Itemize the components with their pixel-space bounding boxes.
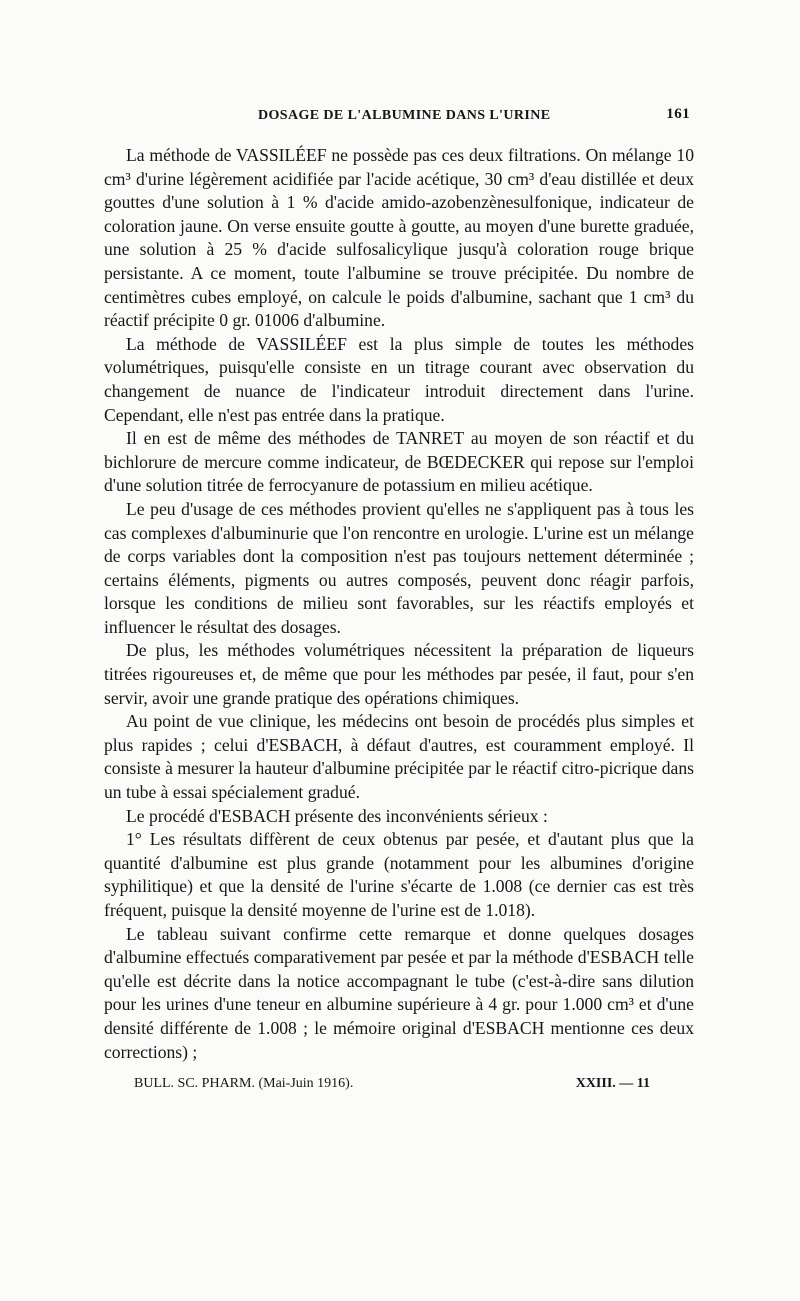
page-number: 161 bbox=[666, 106, 690, 122]
paragraph-limited-usage: Le peu d'usage de ces méthodes provient qu'elles ne s'appliquent pas à tous les cas complexes d'albuminurie que l'on rencontre en urologie. L'urine est un mélange de corps variables dont la composition n'est pas toujours nettement déterminée ; certains éléments, pigments ou autres composés, peuvent donc réagir parfois, lorsque les conditions de milieu sont favorables, sur les réactifs employés et influencer le résultat des dosages. bbox=[104, 498, 694, 637]
paragraph-vassileef-method: La méthode de VASSILÉEF ne possède pas ces deux filtrations. On mélange 10 cm³ d'urine légèrement acidifiée par l'acide acétique, 30 cm³ d'eau distillée et deux gouttes d'une solution à 1 % d'acide amido-azobenzènesulfonique, indicateur de coloration jaune. On verse ensuite goutte à goutte, au moyen d'une burette graduée, une solution à 25 % d'acide sulfosalicylique jusqu'à coloration rouge brique persistante. A ce moment, toute l'albumine se trouve précipitée. Du nombre de centimètres cubes employé, on calcule le poids d'albumine, sachant que 1 cm³ du réactif précipite 0 gr. 01006 d'albumine. bbox=[104, 145, 694, 331]
body-text bbox=[104, 144, 694, 1064]
running-head bbox=[104, 104, 694, 130]
paragraph-esbach-drawbacks: Le procédé d'ESBACH présente des inconvénients sérieux : bbox=[126, 805, 548, 826]
paragraph-tanret-boedecker: Il en est de même des méthodes de TANRET au moyen de son réactif et du bichlorure de mercure comme indicateur, de BŒDECKER qui repose sur l'emploi d'une solution titrée de ferrocyanure de potassium en milieu acétique. bbox=[104, 428, 694, 496]
paragraph-clinical-esbach: Au point de vue clinique, les médecins ont besoin de procédés plus simples et plus rapides ; celui d'ESBACH, à défaut d'autres, est couramment employé. Il consiste à mesurer la hauteur d'albumine précipitée par le réactif citro-picrique dans un tube à essai spécialement gradué. bbox=[104, 711, 694, 803]
journal-citation: BULL. SC. PHARM. (Mai-Juin 1916). bbox=[134, 1076, 354, 1092]
running-title: DOSAGE DE L'ALBUMINE DANS L'URINE bbox=[258, 108, 551, 123]
paragraph-drawback-1: 1° Les résultats diffèrent de ceux obtenus par pesée, et d'autant plus que la quantité d'albumine est plus grande (notamment pour les albumines d'origine syphilitique) et que la densité de l'urine s'écarte de 1.008 (ce dernier cas est très fréquent, puisque la densité moyenne de l'urine est de 1.018). bbox=[104, 829, 694, 920]
journal-page bbox=[104, 104, 694, 1098]
paragraph-volumetric-requirements: De plus, les méthodes volumétriques nécessitent la préparation de liqueurs titrées rigoureuses et, de même que pour les méthodes par pesée, il faut, pour s'en servir, avoir une grande pratique des opérations chimiques. bbox=[104, 640, 694, 708]
paragraph-table-intro: Le tableau suivant confirme cette remarque et donne quelques dosages d'albumine effectués comparativement par pesée et par la méthode d'ESBACH telle qu'elle est décrite dans la notice accompagnant le tube (c'est-à-dire sans dilution pour les urines d'une teneur en albumine supérieure à 4 gr. pour 1.000 cm³ et d'une densité différente de 1.008 ; le mémoire original d'ESBACH mentionne ces deux corrections) ; bbox=[104, 923, 694, 1062]
paragraph-vassileef-simplicity: La méthode de VASSILÉEF est la plus simple de toutes les méthodes volumétriques, puisqu'elle consiste en un titrage courant avec observation du changement de nuance de l'indicateur introduit directement dans l'urine. Cependant, elle n'est pas entrée dans la pratique. bbox=[104, 333, 694, 425]
page-footer bbox=[104, 1074, 694, 1098]
volume-signature: XXIII. — 11 bbox=[575, 1076, 650, 1092]
